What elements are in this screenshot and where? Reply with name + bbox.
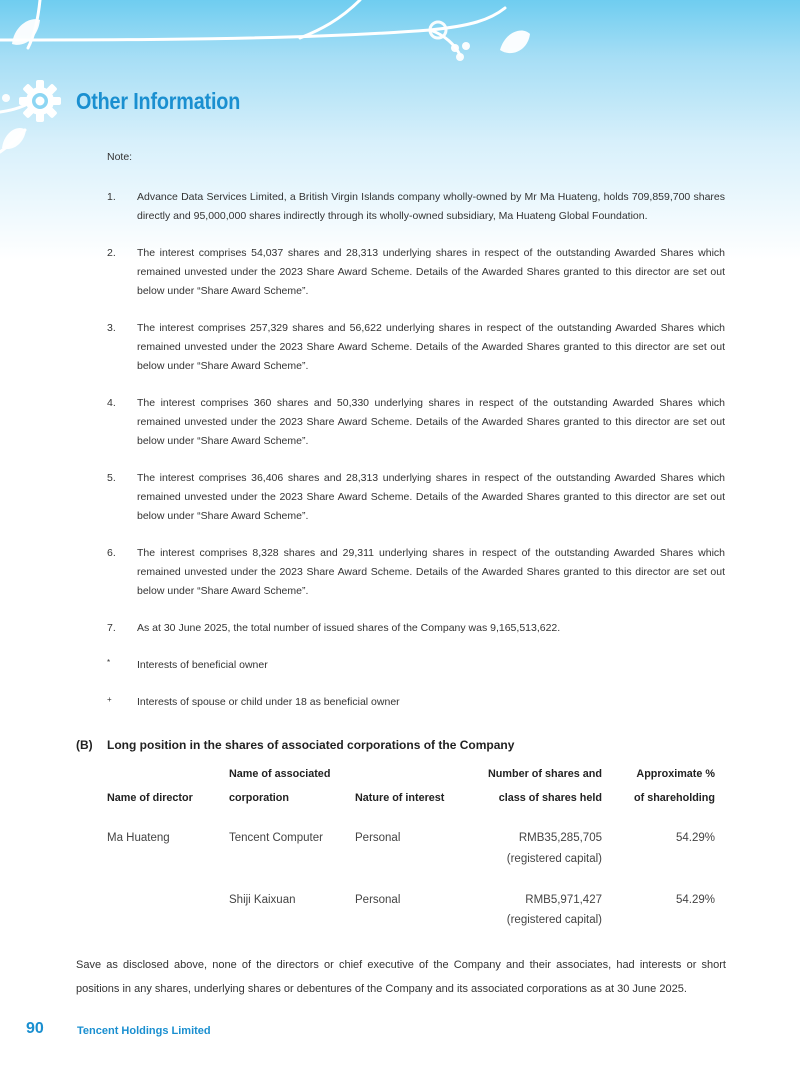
note-marker: 6. xyxy=(107,547,116,559)
note-marker: 3. xyxy=(107,322,116,334)
note-marker: 7. xyxy=(107,622,116,634)
footer-company: Tencent Holdings Limited xyxy=(77,1025,211,1037)
gear-icon xyxy=(10,71,69,130)
note-text: The interest comprises 8,328 shares and 29,311 underlying shares in respect of the outstanding Awarded Shares which remained unvested under the 2023 Share Award Scheme. Details of the Awarded Shares granted to this director are set out below under “Share Award Scheme”. xyxy=(137,547,725,597)
note-marker: * xyxy=(107,658,111,667)
header-pct-line1: Approximate % xyxy=(636,768,715,780)
cell-shares: RMB5,971,427 xyxy=(525,894,602,906)
note-text: As at 30 June 2025, the total number of issued shares of the Company was 9,165,513,622. xyxy=(137,622,561,634)
note-marker: 5. xyxy=(107,472,116,484)
header-director: Name of director xyxy=(107,792,193,804)
note-text: Interests of spouse or child under 18 as beneficial owner xyxy=(137,696,400,708)
header-corporation-line1: Name of associated xyxy=(229,768,331,780)
notes-list xyxy=(107,188,725,730)
cell-shares-note: (registered capital) xyxy=(506,914,602,926)
note-item xyxy=(107,244,725,301)
section-title: Long position in the shares of associated corporations of the Company xyxy=(107,738,515,752)
note-item xyxy=(107,619,725,638)
note-item xyxy=(107,544,725,601)
note-item xyxy=(107,394,725,451)
note-text: The interest comprises 54,037 shares and 28,313 underlying shares in respect of the outstanding Awarded Shares which remained unvested under the 2023 Share Award Scheme. Details of the Awarded Shares granted to this director are set out below under “Share Award Scheme”. xyxy=(137,247,725,297)
cell-nature: Personal xyxy=(355,894,401,906)
note-text: The interest comprises 36,406 shares and 28,313 underlying shares in respect of the outstanding Awarded Shares which remained unvested under the 2023 Share Award Scheme. Details of the Awarded Shares granted to this director are set out below under “Share Award Scheme”. xyxy=(137,472,725,522)
section-heading xyxy=(76,738,514,752)
note-item xyxy=(107,693,725,712)
note-marker: + xyxy=(107,695,112,704)
header-shares-line1: Number of shares and xyxy=(488,768,602,780)
section-label: (B) xyxy=(76,738,93,752)
cell-pct: 54.29% xyxy=(675,832,715,844)
note-item xyxy=(107,469,725,526)
page-number: 90 xyxy=(26,1020,44,1037)
note-item xyxy=(107,319,725,376)
cell-nature: Personal xyxy=(355,832,401,844)
cell-shares: RMB35,285,705 xyxy=(518,832,602,844)
note-marker: 1. xyxy=(107,191,116,203)
note-marker: 2. xyxy=(107,247,116,259)
cell-pct: 54.29% xyxy=(675,894,715,906)
leaf-icon xyxy=(500,31,530,54)
cell-corporation: Tencent Computer xyxy=(229,832,323,844)
cell-corporation: Shiji Kaixuan xyxy=(229,894,296,906)
header-corporation-line2: corporation xyxy=(229,792,289,804)
vine-decoration xyxy=(0,0,800,170)
header-pct-line2: of shareholding xyxy=(634,792,715,804)
note-text: Advance Data Services Limited, a British Virgin Islands company wholly-owned by Mr Ma Huateng, holds 709,859,700 shares directly and 95,000,000 shares indirectly through its wholly-owned subsidiary, Ma Huateng Global Foundation. xyxy=(137,191,725,222)
note-text: Interests of beneficial owner xyxy=(137,659,268,671)
note-item xyxy=(107,656,725,675)
header-nature: Nature of interest xyxy=(355,792,445,804)
leaf-icon xyxy=(2,128,26,149)
closing-paragraph: Save as disclosed above, none of the directors or chief executive of the Company and their associates, had interests or short positions in any shares, underlying shares or debentures of the Company and its associated corporations as at 30 June 2025. xyxy=(76,959,726,995)
header-shares-line2: class of shares held xyxy=(498,792,602,804)
cell-shares-note: (registered capital) xyxy=(506,853,602,865)
page-title: Other Information xyxy=(76,88,241,114)
note-label: Note: xyxy=(107,151,133,163)
note-text: The interest comprises 360 shares and 50,330 underlying shares in respect of the outstanding Awarded Shares which remained unvested under the 2023 Share Award Scheme. Details of the Awarded Shares granted to this director are set out below under “Share Award Scheme”. xyxy=(137,397,725,447)
cell-director: Ma Huateng xyxy=(107,832,170,844)
note-item xyxy=(107,188,725,226)
note-marker: 4. xyxy=(107,397,116,409)
note-text: The interest comprises 257,329 shares and 56,622 underlying shares in respect of the outstanding Awarded Shares which remained unvested under the 2023 Share Award Scheme. Details of the Awarded Shares granted to this director are set out below under “Share Award Scheme”. xyxy=(137,322,725,372)
